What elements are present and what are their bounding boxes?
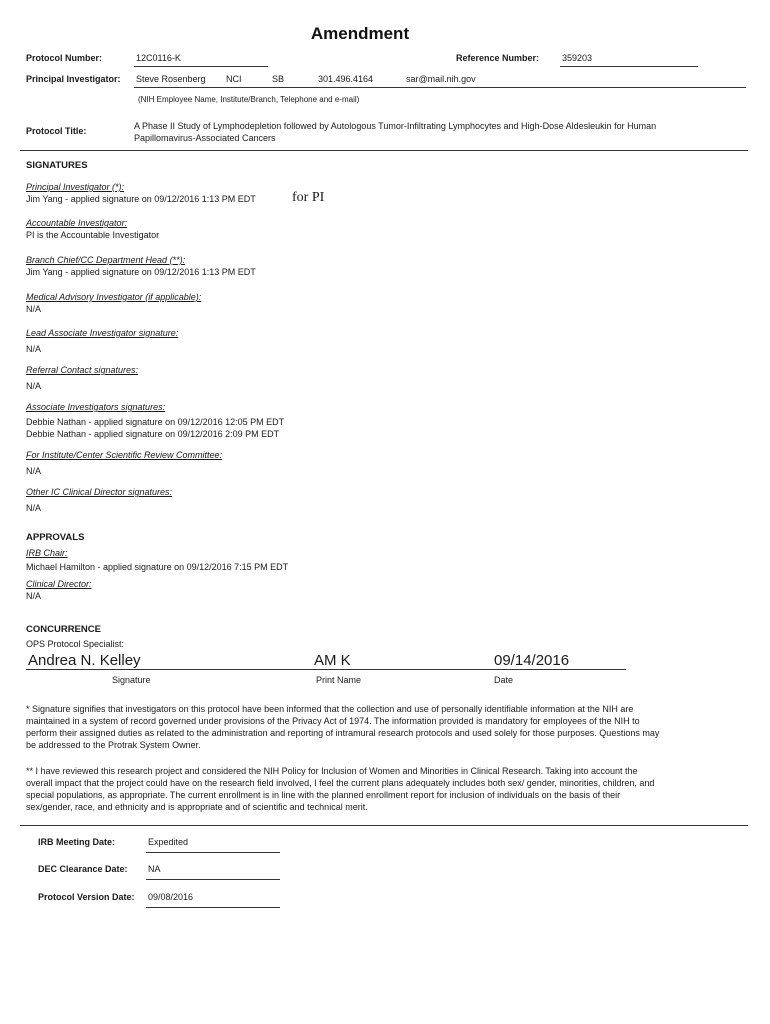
reference-number-label: Reference Number: — [456, 53, 540, 63]
sig-line: Jim Yang - applied signature on 09/12/2016 1:13 PM EDT — [26, 194, 256, 204]
sig-line: PI is the Accountable Investigator — [26, 230, 160, 240]
approval-line: N/A — [26, 591, 42, 601]
protocol-number-rule — [134, 66, 268, 67]
protocol-title-label: Protocol Title: — [26, 126, 87, 136]
header-divider — [20, 150, 748, 151]
sig-label: For Institute/Center Scientific Review Committee: — [26, 450, 223, 460]
pi-branch: SB — [272, 74, 285, 84]
sig-accountable-investigator — [26, 217, 159, 241]
sig-label: Associate Investigators signatures: — [26, 402, 166, 412]
sig-referral-contact — [26, 364, 138, 392]
protocol-version-value: 09/08/2016 — [148, 892, 194, 902]
protocol-number-label: Protocol Number: — [26, 53, 103, 63]
sig-label: Principal Investigator (*): — [26, 182, 125, 192]
protocol-title-value — [134, 120, 656, 144]
print-name-caption: Print Name — [316, 675, 362, 685]
pi-email: sar@mail.nih.gov — [406, 74, 476, 84]
protocol-title-line: Papillomavirus-Associated Cancers — [134, 133, 276, 143]
sig-line: Debbie Nathan - applied signature on 09/12/2016 12:05 PM EDT — [26, 417, 285, 427]
concurrence-rule — [26, 669, 626, 670]
dec-clearance-value: NA — [148, 864, 161, 874]
document-title: Amendment — [310, 24, 410, 43]
sig-branch-chief — [26, 254, 256, 278]
footnote-privacy: * Signature signifies that investigators on this protocol have been informed that the collection and use of personally identifiable information at the NIH are maintained in a system of record governed under provisions of the Privacy Act of 1974. The information provided is mandatory for employees of the NIH to perform their assigned duties as related to the administration and reporting of intramural research protocols and used solely for those purposes. Questions may be addressed to the Protrak System Owner. — [26, 704, 660, 750]
sig-line: N/A — [26, 344, 42, 354]
pi-institute: NCI — [226, 74, 242, 84]
date-value: 09/14/2016 — [494, 652, 570, 669]
irb-meeting-label: IRB Meeting Date: — [38, 837, 116, 847]
footer-divider — [20, 825, 748, 826]
sig-review-committee — [26, 449, 222, 477]
sig-lead-associate — [26, 327, 178, 355]
dec-clearance-label: DEC Clearance Date: — [38, 864, 128, 874]
sig-label: Other IC Clinical Director signatures: — [26, 487, 173, 497]
sig-line: N/A — [26, 304, 42, 314]
date-caption: Date — [494, 675, 514, 685]
pi-label: Principal Investigator: — [26, 74, 121, 84]
sig-label: Lead Associate Investigator signature: — [26, 328, 179, 338]
sig-associate-investigators — [26, 401, 284, 440]
sig-label: Medical Advisory Investigator (if applicable): — [26, 292, 202, 302]
reference-number-value: 359203 — [562, 53, 593, 63]
approval-line: Michael Hamilton - applied signature on 09/12/2016 7:15 PM EDT — [26, 562, 289, 572]
sig-line: N/A — [26, 503, 42, 513]
approval-label: IRB Chair: — [26, 548, 68, 558]
signature-caption: Signature — [112, 675, 151, 685]
pi-phone: 301.496.4164 — [318, 74, 374, 84]
pi-rule — [134, 87, 746, 88]
sig-other-clinical-director — [26, 486, 172, 514]
sig-line: N/A — [26, 466, 42, 476]
sig-line: Debbie Nathan - applied signature on 09/12/2016 2:09 PM EDT — [26, 429, 280, 439]
sig-label: Referral Contact signatures: — [26, 365, 139, 375]
pi-name: Steve Rosenberg — [136, 74, 206, 84]
signatures-heading: SIGNATURES — [26, 160, 88, 171]
pi-hint: (NIH Employee Name, Institute/Branch, Telephone and e-mail) — [138, 95, 360, 104]
sig-principal-investigator — [26, 181, 256, 205]
print-name-value: AM K — [314, 652, 351, 669]
dec-clearance-rule — [146, 879, 280, 880]
footnote-inclusion: ** I have reviewed this research project and considered the NIH Policy for Inclusion of Women and Minorities in Clinical Research. Taking into account the overall impact that the project could have on the research field involved, I feel the current plans adequately includes both sex/ gender, minorities, children, and special populations, as appropriate. The current enrollment is in line with the planned enrollment report for inclusion of individuals on the basis of their sex/gender, race, and ethnicity and is appropriate and of scientific and technical merit. — [26, 766, 655, 812]
protocol-version-rule — [146, 907, 280, 908]
protocol-title-line: A Phase II Study of Lymphodepletion followed by Autologous Tumor-Infiltrating Lymphocytes and High-Dose Aldesleukin for Human — [134, 121, 657, 131]
sig-medical-advisory — [26, 291, 201, 315]
signature-value: Andrea N. Kelley — [28, 652, 141, 669]
reference-number-rule — [560, 66, 698, 67]
handwritten-note: for PI — [292, 190, 325, 205]
approval-clinical-director — [26, 578, 92, 602]
approval-label: Clinical Director: — [26, 579, 92, 589]
sig-label: Branch Chief/CC Department Head (**): — [26, 255, 186, 265]
sig-label: Accountable Investigator: — [26, 218, 128, 228]
protocol-version-label: Protocol Version Date: — [38, 892, 135, 902]
approval-irb-chair — [26, 547, 288, 573]
irb-meeting-rule — [146, 852, 280, 853]
concurrence-heading: CONCURRENCE — [26, 624, 101, 635]
sig-line: Jim Yang - applied signature on 09/12/2016 1:13 PM EDT — [26, 267, 256, 277]
approvals-heading: APPROVALS — [26, 532, 85, 543]
irb-meeting-value: Expedited — [148, 837, 189, 847]
sig-line: N/A — [26, 381, 42, 391]
ops-specialist-label: OPS Protocol Specialist: — [26, 639, 125, 649]
protocol-number-value: 12C0116-K — [136, 53, 181, 63]
